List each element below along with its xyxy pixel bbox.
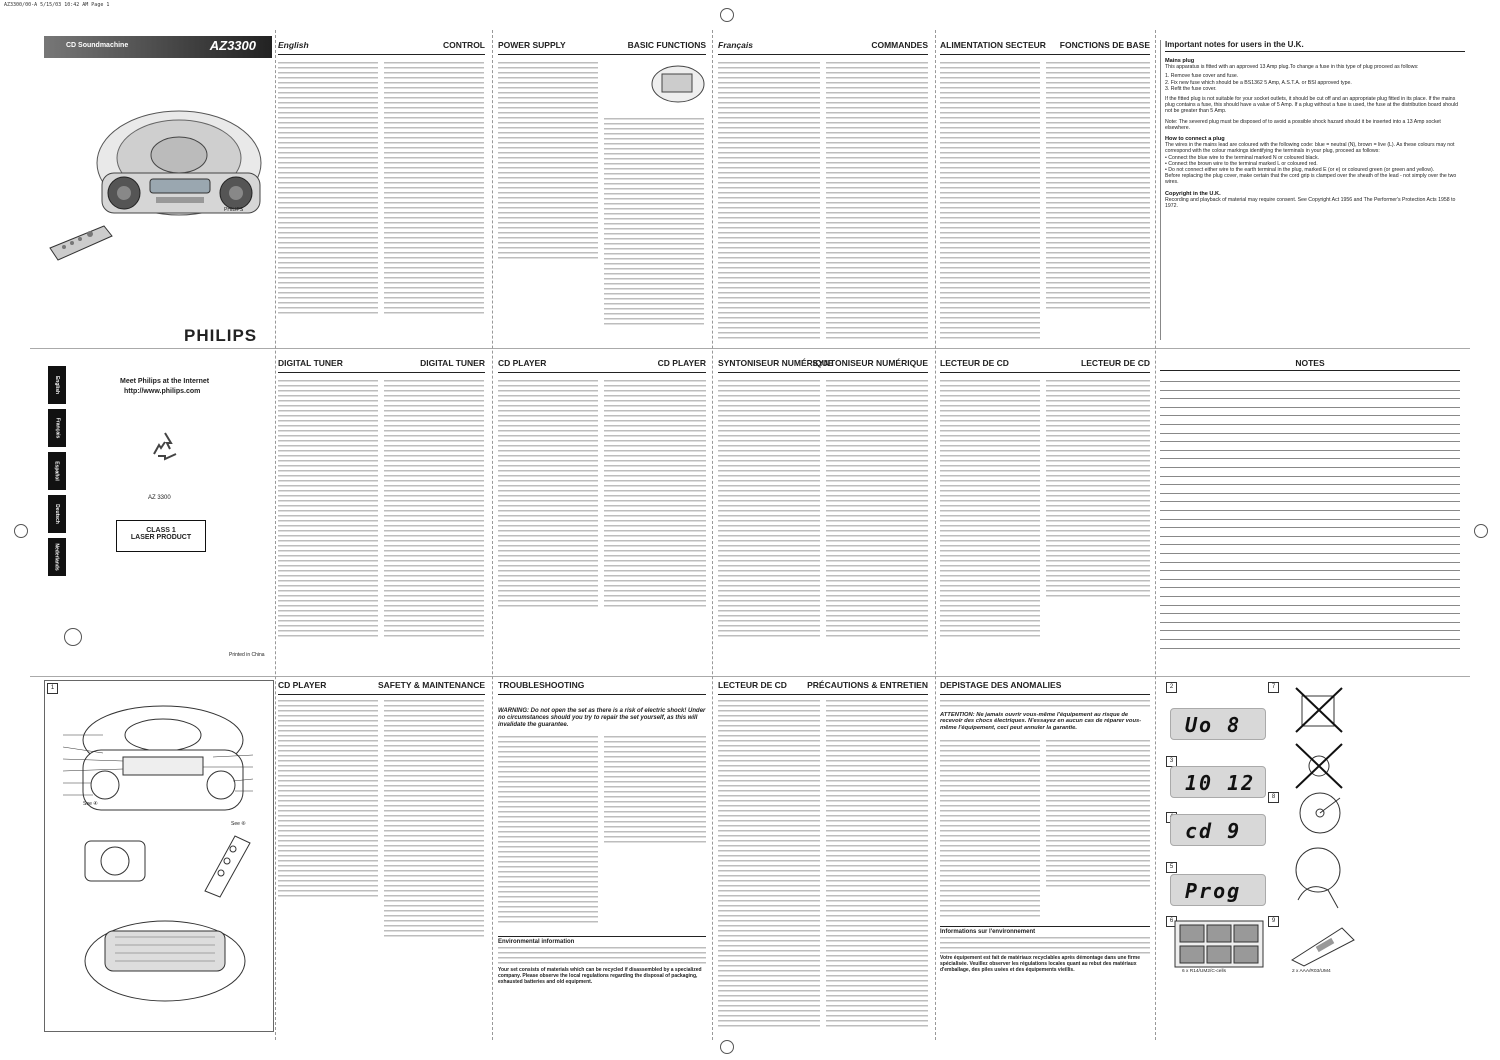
section-depistage [940, 680, 1150, 695]
uk-copyright-heading: Copyright in the U.K. [1165, 190, 1221, 197]
digital-tuner-text-2 [384, 380, 484, 640]
model-name: AZ3300 [209, 38, 256, 53]
syntoniseur-text [718, 380, 820, 640]
note-line [1160, 493, 1460, 494]
lcd-text-fig2: Uo 8 [1185, 713, 1242, 737]
section-title-lect-right: LECTEUR DE CD [1081, 358, 1150, 368]
section-title-basic: BASIC FUNCTIONS [627, 40, 706, 50]
note-line [1160, 596, 1460, 597]
uk-p6: Recording and playback of material may require consent. See Copyright Act 1956 and The Performer's Protection Acts 1958 to 1972. [1165, 196, 1456, 210]
section-title-synt-left: SYNTONISEUR NUMÉRIQUE [718, 358, 834, 368]
fonctions-de-base-text [1046, 62, 1150, 312]
note-line [1160, 415, 1460, 416]
note-line [1160, 476, 1460, 477]
laser-label-product: LASER PRODUCT [130, 534, 192, 541]
uk-p2: If the fitted plug is not suitable for your socket outlets, it should be cut off and an appropriate plug fitted in its place. If the mains plug contains a fuse, this should have a value of 5 Amp. If a plug without a fuse is used, the fuse at the distribution board should not be greater than 5 Amp. [1165, 96, 1458, 115]
cd-player-text-2 [604, 380, 706, 610]
remote-battery-diagram [1288, 920, 1358, 968]
note-line [1160, 519, 1460, 520]
meet-philips: Meet Philips at the Internet [120, 378, 210, 385]
warning-text: WARNING: Do not open the set as there is a risk of electric shock! Under no circumstances should you try to repair the set yourself, as this will invalidate the guarantee. [498, 708, 706, 728]
note-line [1160, 381, 1460, 382]
section-title-lecteur: LECTEUR DE CD [718, 680, 787, 690]
uk-notes-title: Important notes for users in the U.K. [1165, 40, 1465, 52]
uk-connect-heading: How to connect a plug [1165, 136, 1225, 143]
section-digital-tuner [278, 358, 485, 373]
no-heat-icon [1294, 742, 1344, 790]
lcd-display-fig3 [1170, 766, 1266, 798]
notes-lines [1160, 371, 1460, 651]
figure-6-number: 6 [1166, 916, 1177, 927]
lang-tab-francais: Français [48, 409, 66, 447]
lcd-text-fig3: 10 12 [1185, 771, 1256, 795]
note-line [1160, 527, 1460, 528]
env-fr-title: Informations sur l'environnement [940, 929, 1036, 935]
svg-text:PHILIPS: PHILIPS [224, 207, 244, 213]
laser-label-class: CLASS 1 [146, 527, 176, 534]
lecteur-cd-text-2 [1046, 380, 1150, 600]
env-text [498, 947, 706, 967]
section-title-control: CONTROL [442, 40, 485, 50]
battery-pack-diagram [1174, 920, 1264, 968]
note-line [1160, 450, 1460, 451]
registration-mark-bottom [720, 1040, 734, 1054]
env-fr-bold-text: Votre équipement est fait de matériaux recyclables après démontage dans une firme spécialisée. Veuillez observer les régulations locales quant au rebut des matériaux d'emballage, des piles usées et des équipements vieillis. [940, 955, 1140, 973]
fold-line-v3 [712, 30, 713, 1040]
note-line [1160, 441, 1460, 442]
uk-p4: The wires in the mains lead are coloured with the following code: blue = neutral (N), brown = live (L). As these colours may not correspond with the colour markings identifying the terminals in your plug, proceed as follows: [1165, 142, 1455, 155]
francais-commandes-text-2 [826, 62, 928, 342]
uk-bullet-2: • Connect the brown wire to the terminal marked L or coloured red. [1165, 160, 1318, 167]
battery-compartment-illustration [648, 60, 706, 110]
figure-2-number: 2 [1166, 682, 1177, 693]
cd-handling-diagram [1288, 840, 1354, 910]
uk-bullet-3: • Do not connect either wire to the earth terminal in the plug, marked E (or e) or coloured green (or green and yellow). [1165, 167, 1435, 174]
battery-caption-remote: 2 x AAA/R03/UM4 [1292, 969, 1331, 974]
depistage-intro [940, 700, 1150, 710]
remote-illustration [46, 218, 116, 268]
note-line [1160, 579, 1460, 580]
power-supply-text [498, 62, 598, 262]
boombox-back-diagram [75, 901, 255, 1021]
note-line [1160, 424, 1460, 425]
section-title-synt-right: SYNTONISEUR NUMÉRIQUE [812, 358, 928, 368]
uk-bullet-1: • Connect the blue wire to the terminal marked N or coloured black. [1165, 154, 1320, 161]
note-line [1160, 587, 1460, 588]
section-title-depistage: DEPISTAGE DES ANOMALIES [940, 680, 1062, 690]
section-title-fonctions: FONCTIONS DE BASE [1059, 40, 1150, 50]
uk-step-3: 3. Refit the fuse cover. [1165, 85, 1217, 92]
note-line [1160, 467, 1460, 468]
environmental-info [498, 936, 706, 985]
registration-mark-right [1474, 524, 1488, 538]
recycle-icon [148, 430, 182, 464]
cover-info-panel [44, 360, 272, 660]
section-title-power: POWER SUPPLY [498, 40, 566, 50]
section-title-cd-left: CD PLAYER [498, 358, 547, 368]
uk-mains-plug-heading: Mains plug [1165, 58, 1195, 64]
note-line [1160, 553, 1460, 554]
section-title-troubleshooting: TROUBLESHOOTING [498, 680, 585, 690]
section-power-basic [498, 40, 706, 55]
figure-1-panel [44, 680, 274, 1032]
section-lecteur-precautions [718, 680, 928, 695]
section-title-safety: SAFETY & MAINTENANCE [377, 680, 485, 690]
fold-line-v5 [1155, 30, 1156, 1040]
lecteur-programmation-text [718, 700, 820, 1030]
basic-functions-text [604, 118, 704, 326]
figure-3-number: 3 [1166, 756, 1177, 767]
note-line [1160, 536, 1460, 537]
note-line [1160, 390, 1460, 391]
lang-tab-english: English [48, 366, 66, 404]
section-francais-commandes [718, 40, 928, 55]
note-line [1160, 613, 1460, 614]
section-title-cd-player: CD PLAYER [278, 680, 327, 690]
laser-label [116, 520, 206, 552]
lang-tab-espanol: Español [48, 452, 66, 490]
no-water-icon [1294, 686, 1344, 734]
notes-panel [1160, 358, 1460, 658]
lcd-text-fig5: Prog [1185, 879, 1242, 903]
section-cd-player-safety [278, 680, 485, 695]
section-title-lect-left: LECTEUR DE CD [940, 358, 1009, 368]
lcd-display-fig5 [1170, 874, 1266, 906]
section-lecteur-cd [940, 358, 1150, 373]
english-control-text-2 [384, 62, 484, 317]
alimentation-text [940, 62, 1040, 342]
note-line [1160, 484, 1460, 485]
uk-notes-body [1165, 58, 1461, 209]
attention-text: ATTENTION: Ne jamais ouvrir vous-même l'équipement au risque de recevoir des chocs électriques. N'essayez en aucun cas de réparer vous-même l'équipement, ceci peut annuler la garantie. [940, 712, 1142, 731]
lcd-display-fig4 [1170, 814, 1266, 846]
english-control-text [278, 62, 378, 317]
file-header: AZ3300/00-A 5/15/03 10:42 AM Page 1 [4, 2, 110, 8]
figure-1-number: 1 [47, 683, 58, 694]
registration-mark-left [14, 524, 28, 538]
figure-9-number: 9 [1268, 916, 1279, 927]
section-english-control [278, 40, 485, 55]
uk-step-1: 1. Remove fuse cover and fuse. [1165, 73, 1239, 80]
section-title-commandes: COMMANDES [871, 40, 928, 50]
safety-maintenance-text [384, 700, 484, 940]
fold-line-h1 [30, 348, 1470, 349]
depistage-table-2 [1046, 740, 1150, 890]
section-title-cd-right: CD PLAYER [657, 358, 706, 368]
figure-7-number: 7 [1268, 682, 1279, 693]
note-line [1160, 562, 1460, 563]
env-fr-text [940, 937, 1150, 955]
note-line [1160, 630, 1460, 631]
registration-mark-top [720, 8, 734, 22]
cd-programming-text [278, 700, 378, 900]
precautions-text [826, 700, 928, 1030]
fold-line-v4 [935, 30, 936, 1040]
note-line [1160, 544, 1460, 545]
lcd-text-fig4: cd 9 [1185, 819, 1242, 843]
uk-notes-panel [1160, 40, 1465, 340]
section-title-tuner-right: DIGITAL TUNER [420, 358, 485, 368]
brand-logo: PHILIPS [184, 326, 258, 345]
note-line [1160, 501, 1460, 502]
note-line [1160, 639, 1460, 640]
philips-url: http://www.philips.com [124, 388, 201, 395]
note-line [1160, 648, 1460, 649]
figure-8-number: 8 [1268, 792, 1279, 803]
figure-5-number: 5 [1166, 862, 1177, 873]
model-code: AZ 3300 [148, 495, 171, 501]
battery-caption-cells: 6 x R14/UM2/C-cells [1182, 969, 1226, 974]
printed-in: Printed in China [229, 652, 265, 658]
remote-detail-diagram [195, 831, 255, 901]
fold-line-v2 [492, 30, 493, 1040]
uk-p1: This apparatus is fitted with an approved 13 Amp plug.To change a fuse in this type of plug proceed as follows: [1165, 64, 1419, 71]
note-line [1160, 570, 1460, 571]
uk-p3: Note: The severed plug must be disposed of to avoid a possible shock hazard should it be inserted into a 13 Amp socket elsewhere. [1165, 118, 1441, 131]
see-b-callout: See ⑥ [231, 821, 246, 827]
fold-line-h2 [30, 676, 1470, 677]
section-title-alimentation: ALIMENTATION SECTEUR [940, 40, 1046, 50]
battery-hand-diagram [75, 821, 165, 891]
section-syntoniseur [718, 358, 928, 373]
philips-shield-icon [64, 628, 82, 646]
section-cd-player [498, 358, 706, 373]
section-title-precautions: PRÉCAUTIONS & ENTRETIEN [807, 680, 928, 690]
uk-p5: Before replacing the plug cover, make certain that the cord grip is clamped over the sheath of the lead - not simply over the two wires. [1165, 173, 1457, 186]
figures-panel [1160, 680, 1460, 980]
troubleshooting-table [498, 736, 598, 926]
note-line [1160, 510, 1460, 511]
cover-title-bar [44, 36, 272, 58]
section-title-english: English [278, 40, 309, 50]
uk-step-2: 2. Fix new fuse which should be a BS1362 5 Amp, A.S.T.A. or BSI approved type. [1165, 79, 1352, 86]
note-line [1160, 458, 1460, 459]
lang-tab-nederlands: Nederlands [48, 538, 66, 576]
syntoniseur-text-2 [826, 380, 928, 640]
cd-player-text [498, 380, 598, 610]
env-title: Environmental information [498, 939, 575, 945]
lcd-display-fig2 [1170, 708, 1266, 740]
fold-line-v1 [275, 30, 276, 1040]
note-line [1160, 407, 1460, 408]
francais-commandes-text [718, 62, 820, 342]
note-line [1160, 433, 1460, 434]
notes-title: NOTES [1160, 358, 1460, 371]
section-troubleshooting [498, 680, 706, 695]
lecteur-cd-text [940, 380, 1040, 640]
note-line [1160, 605, 1460, 606]
env-fr-info [940, 926, 1150, 973]
note-line [1160, 622, 1460, 623]
section-title-francais: Français [718, 40, 753, 50]
depistage-table [940, 740, 1040, 920]
cd-cleaning-diagram [1290, 788, 1350, 838]
troubleshooting-table-2 [604, 736, 706, 846]
digital-tuner-text [278, 380, 378, 640]
section-title-tuner-left: DIGITAL TUNER [278, 358, 343, 368]
lang-tab-deutsch: Deutsch [48, 495, 66, 533]
see-a-callout: See ④ [83, 801, 98, 807]
product-type: CD Soundmachine [66, 42, 129, 49]
note-line [1160, 398, 1460, 399]
section-alimentation [940, 40, 1150, 55]
env-bold-text: Your set consists of materials which can be recycled if disassembled by a specialized company. Please observe the local regulations regarding the disposal of packaging, exhausted batteries and old equipment. [498, 967, 702, 985]
